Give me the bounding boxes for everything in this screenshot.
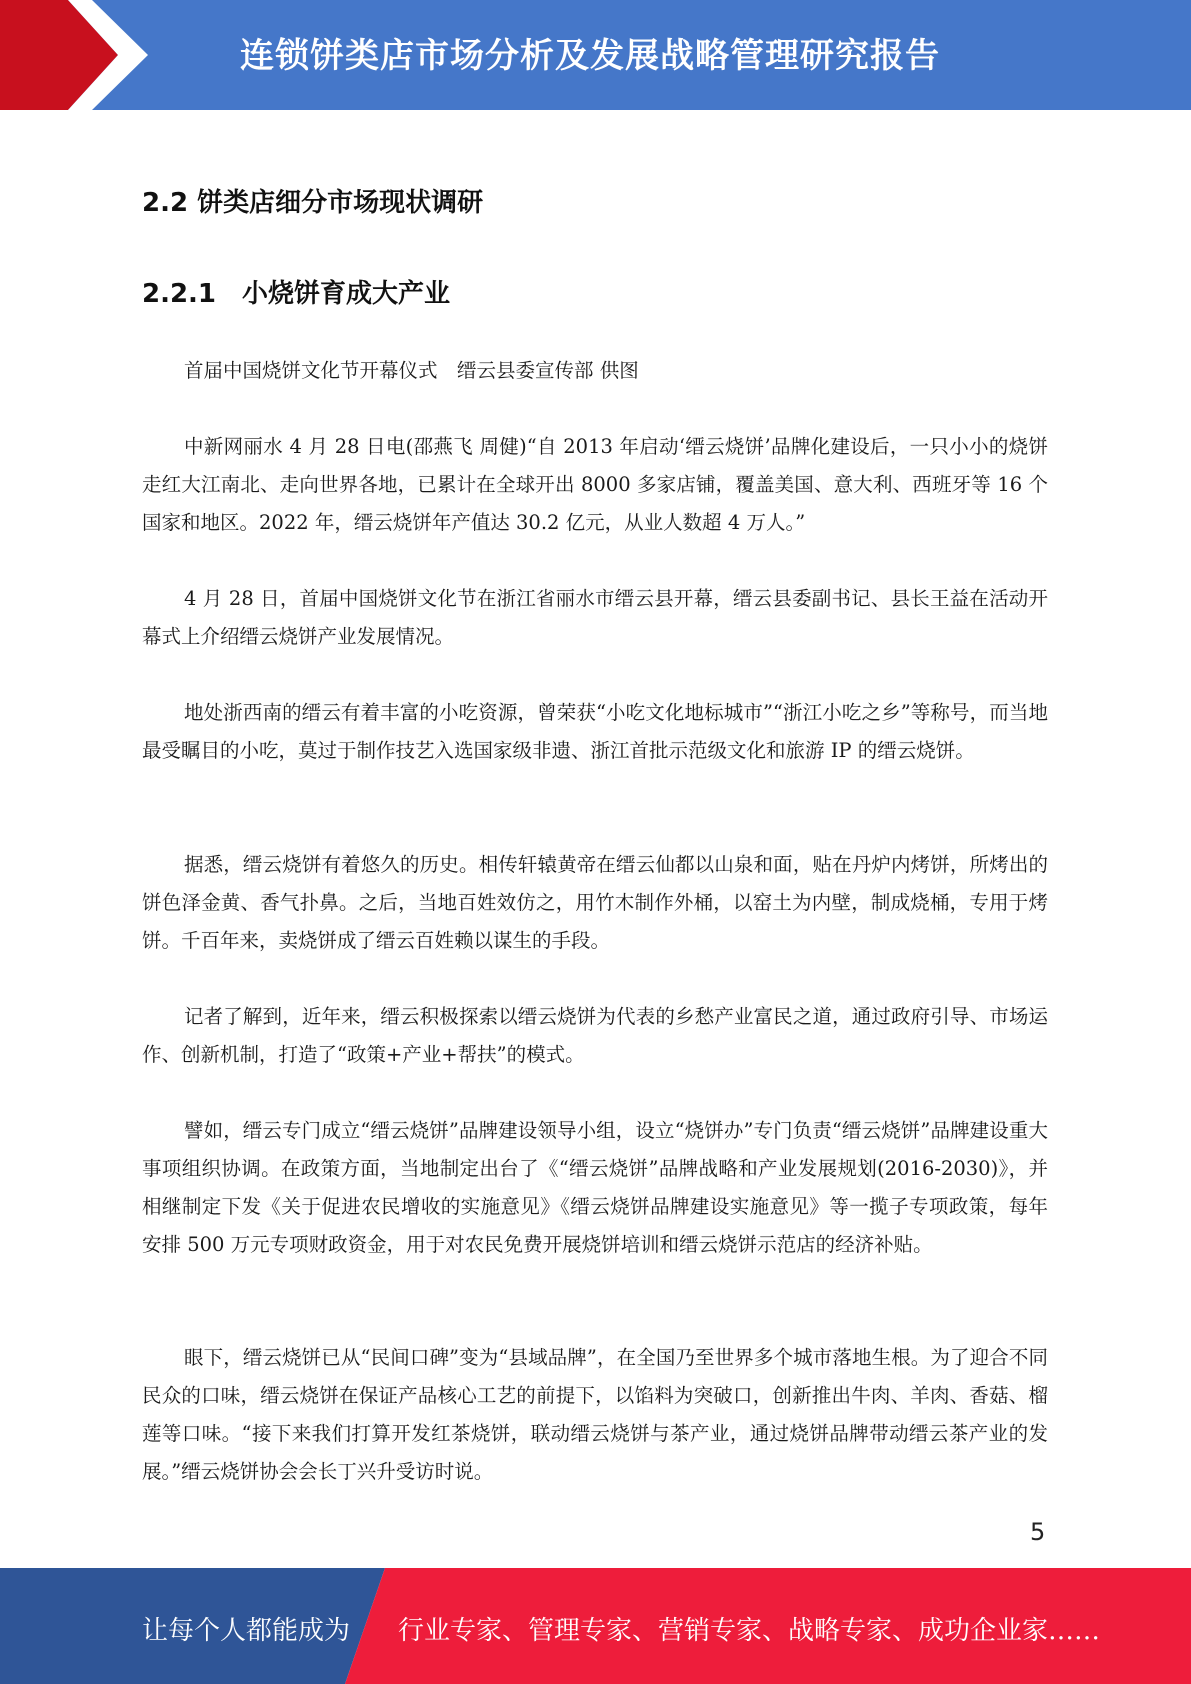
body-paragraph: 记者了解到，近年来，缙云积极探索以缙云烧饼为代表的乡愁产业富民之道，通过政府引导、市场运作、创新机制，打造了“政策+产业+帮扶”的模式。 bbox=[142, 1005, 1048, 1066]
footer-slogan-right: 行业专家、管理专家、营销专家、战略专家、成功企业家…… bbox=[398, 1616, 1101, 1646]
body-paragraph: 眼下，缙云烧饼已从“民间口碑”变为“县域品牌”，在全国乃至世界多个城市落地生根。为了迎合不同民众的口味，缙云烧饼在保证产品核心工艺的前提下，以馅料为突破口，创新推出牛肉、羊肉、香菇、榴莲等口味。“接下来我们打算开发红茶烧饼，联动缙云烧饼与茶产业，通过烧饼品牌带动缙云茶产业的发展。”缙云烧饼协会会长丁兴升受访时说。 bbox=[142, 1346, 1048, 1483]
footer-banner bbox=[0, 1568, 1191, 1684]
body-paragraph: 地处浙西南的缙云有着丰富的小吃资源，曾荣获“小吃文化地标城市”“浙江小吃之乡”等称号，而当地最受瞩目的小吃，莫过于制作技艺入选国家级非遗、浙江首批示范级文化和旅游 IP 的缙云烧饼。 bbox=[142, 701, 1048, 762]
subsection-heading: 2.2.1 小烧饼育成大产业 bbox=[142, 279, 451, 309]
body-paragraph: 据悉，缙云烧饼有着悠久的历史。相传轩辕黄帝在缙云仙都以山泉和面，贴在丹炉内烤饼，所烤出的饼色泽金黄、香气扑鼻。之后，当地百姓效仿之，用竹木制作外桶，以窑土为内壁，制成烧桶，专用于烤饼。千百年来，卖烧饼成了缙云百姓赖以谋生的手段。 bbox=[142, 853, 1048, 952]
header-arrow-decoration bbox=[0, 0, 160, 110]
header-banner bbox=[0, 0, 1191, 110]
body-paragraph: 4 月 28 日，首届中国烧饼文化节在浙江省丽水市缙云县开幕，缙云县委副书记、县长王益在活动开幕式上介绍缙云烧饼产业发展情况。 bbox=[142, 587, 1048, 648]
photo-caption: 首届中国烧饼文化节开幕仪式 缙云县委宣传部 供图 bbox=[184, 359, 639, 382]
body-paragraph: 譬如，缙云专门成立“缙云烧饼”品牌建设领导小组，设立“烧饼办”专门负责“缙云烧饼”品牌建设重大事项组织协调。在政策方面，当地制定出台了《“缙云烧饼”品牌战略和产业发展规划(2016-2030)》，并相继制定下发《关于促进农民增收的实施意见》《缙云烧饼品牌建设实施意见》等一揽子专项政策，每年安排 500 万元专项财政资金，用于对农民免费开展烧饼培训和缙云烧饼示范店的经济补贴。 bbox=[142, 1119, 1048, 1256]
page-number: 5 bbox=[1030, 1518, 1046, 1546]
body-paragraph: 中新网丽水 4 月 28 日电(邵燕飞 周健)“自 2013 年启动‘缙云烧饼’品牌化建设后，一只小小的烧饼走红大江南北、走向世界各地，已累计在全球开出 8000 多家店铺，覆盖美国、意大利、西班牙等 16 个国家和地区。2022 年，缙云烧饼年产值达 30.2 亿元，从业人数超 4 万人。” bbox=[142, 435, 1048, 534]
section-heading: 2.2 饼类店细分市场现状调研 bbox=[142, 188, 484, 218]
footer-slogan-left: 让每个人都能成为 bbox=[142, 1616, 351, 1646]
report-title: 连锁饼类店市场分析及发展战略管理研究报告 bbox=[240, 36, 940, 76]
